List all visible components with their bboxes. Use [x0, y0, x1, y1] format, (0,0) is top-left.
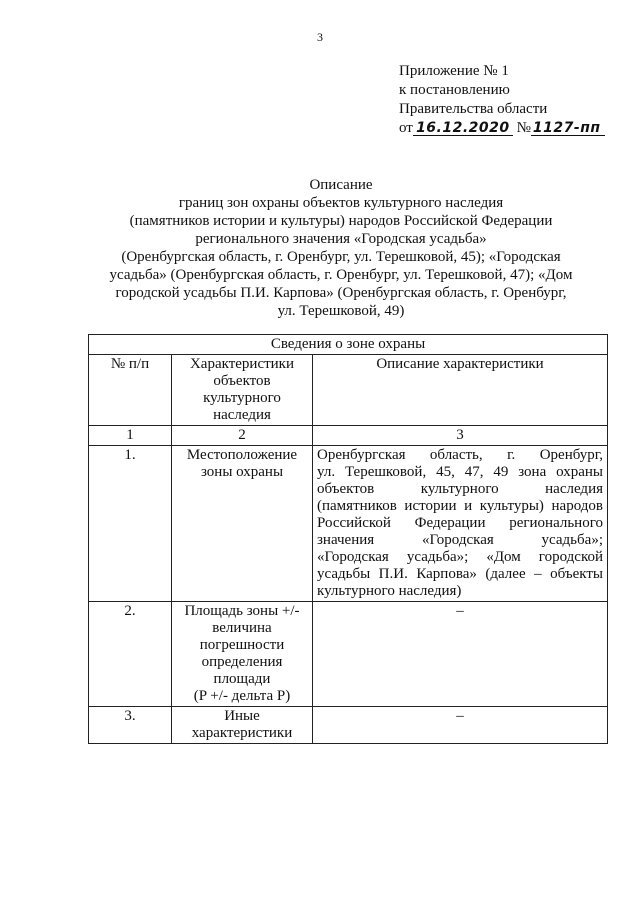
description-line: усадьбы П.И. Карпова» (далее – объекты	[317, 566, 603, 582]
title-line: (Оренбургская область, г. Оренбург, ул. Терешковой, 45); «Городская	[121, 249, 561, 265]
appendix-block	[399, 62, 605, 138]
characteristic-line: погрешности	[199, 637, 285, 653]
appendix-line: Правительства области	[399, 101, 548, 117]
column-number: 2	[172, 426, 313, 446]
title-line: (памятников истории и культуры) народов Российской Федерации	[129, 213, 553, 229]
title-line: городской усадьбы П.И. Карпова» (Оренбургская область, г. Оренбург,	[115, 285, 567, 301]
table-row	[89, 446, 608, 602]
header-description: Описание характеристики	[313, 355, 608, 426]
characteristic-line: (P +/- дельта P)	[193, 688, 291, 704]
description-line: Оренбургская область, г. Оренбург,	[317, 447, 603, 463]
row-characteristic	[172, 446, 313, 602]
protection-zone-table	[88, 334, 608, 744]
description-line: Российской Федерации регионального	[317, 515, 603, 531]
row-number: 2.	[89, 602, 172, 707]
header-line: Характеристики	[189, 356, 295, 372]
table-caption: Сведения о зоне охраны	[89, 335, 608, 355]
characteristic-line: определения	[201, 654, 283, 670]
characteristic-line: Площадь зоны +/-	[184, 603, 300, 619]
header-line: наследия	[213, 407, 271, 423]
row-number: 1.	[89, 446, 172, 602]
title-line: регионального значения «Городская усадьба»	[195, 231, 487, 247]
appendix-signature-line	[399, 119, 605, 138]
row-description	[313, 446, 608, 602]
characteristic-line: характеристики	[191, 725, 293, 741]
characteristic-line: величина	[212, 620, 272, 636]
row-characteristic	[172, 707, 313, 744]
characteristic-line: площади	[213, 671, 271, 687]
title-line: усадьба» (Оренбургская область, г. Оренбург, ул. Терешковой, 47); «Дом	[109, 267, 573, 283]
column-number-row	[89, 426, 608, 446]
appendix-line: Приложение № 1	[399, 63, 509, 79]
title-line: Описание	[309, 177, 373, 193]
table-header-row	[89, 355, 608, 426]
column-number: 3	[313, 426, 608, 446]
table-row	[89, 602, 608, 707]
table-row	[89, 707, 608, 744]
appendix-line: к постановлению	[399, 82, 510, 98]
row-number: 3.	[89, 707, 172, 744]
characteristic-line: Иные	[224, 708, 260, 724]
description-line: значения «Городская усадьба»;	[317, 532, 603, 548]
header-line: объектов	[213, 373, 271, 389]
description-line: (памятников истории и культуры) народов	[317, 498, 603, 514]
document-title	[100, 176, 582, 320]
handwritten-date: 16.12.2020	[413, 121, 513, 136]
row-characteristic	[172, 602, 313, 707]
characteristic-line: зоны охраны	[200, 464, 284, 480]
header-number: № п/п	[89, 355, 172, 426]
header-characteristics	[172, 355, 313, 426]
description-line: объектов культурного наследия	[317, 481, 603, 497]
title-line: ул. Терешковой, 49)	[277, 303, 405, 319]
number-label: №	[516, 120, 531, 136]
characteristic-line: Местоположение	[186, 447, 298, 463]
description-line: культурного наследия)	[317, 583, 462, 599]
from-label: от	[399, 120, 413, 136]
handwritten-number: 1127-пп	[531, 121, 605, 136]
column-number: 1	[89, 426, 172, 446]
page-number: 3	[317, 30, 323, 44]
row-description: –	[313, 602, 608, 707]
header-line: культурного	[203, 390, 281, 406]
row-description: –	[313, 707, 608, 744]
table-caption-row	[89, 335, 608, 355]
title-line: границ зон охраны объектов культурного наследия	[178, 195, 504, 211]
description-line: ул. Терешковой, 45, 47, 49 зона охраны	[317, 464, 603, 480]
description-line: «Городская усадьба»; «Дом городской	[317, 549, 603, 565]
